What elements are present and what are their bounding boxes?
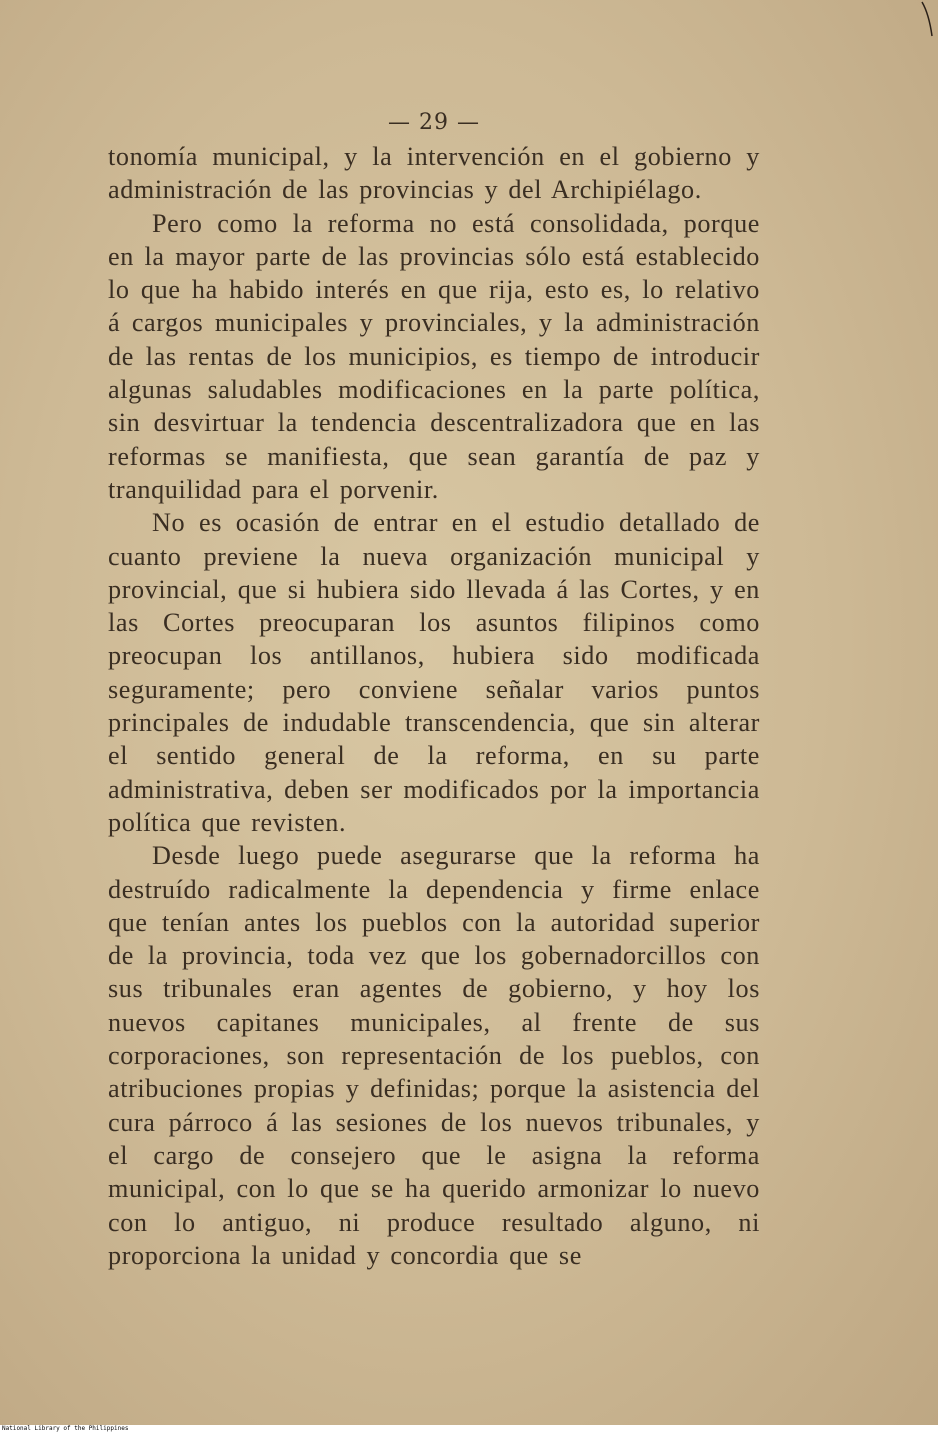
body-text <box>108 140 760 1272</box>
paragraph-2: Pero como la reforma no está consolidada, porque en la mayor parte de las provincias sólo está establecido lo que ha habido interés en que rija, esto es, lo relativo á cargos municipales y provinciales, y la administración de las rentas de los municipios, es tiempo de introducir algunas saludables modificaciones en la parte política, sin desvirtuar la tendencia descentralizadora que en las reformas se manifiesta, que sean garantía de paz y tranquilidad para el porvenir. <box>108 208 760 504</box>
footer-credit: National Library of the Philippines <box>0 1425 938 1433</box>
paragraph-3: No es ocasión de entrar en el estudio detallado de cuanto previene la nueva organización municipal y provincial, que si hubiera sido llevada á las Cortes, y en las Cortes preocuparan los asuntos filipinos como preocupan los antillanos, hubiera sido modificada seguramente; pero conviene señalar varios puntos principales de indudable transcendencia, que sin alterar el sentido general de la reforma, en su parte administrativa, deben ser modificados por la importancia política que revisten. <box>108 508 760 837</box>
paragraph-1: tonomía municipal, y la intervención en el gobierno y administración de las provincias y del Archipiélago. <box>108 142 760 205</box>
page-edge-mark <box>920 0 934 40</box>
page-number: — 29 — <box>388 110 480 135</box>
paragraph-4: Desde luego puede asegurarse que la reforma ha destruído radicalmente la dependencia y firme enlace que tenían antes los pueblos con la autoridad superior de la provincia, toda vez que los gobernadorcillos con sus tribunales eran agentes de gobierno, y hoy los nuevos capitanes municipales, al frente de sus corporaciones, son representación de los pueblos, con atribuciones propias y definidas; porque la asistencia del cura párroco á las sesiones de los nuevos tribunales, y el cargo de consejero que le asigna la reforma municipal, con lo que se ha querido armonizar lo nuevo con lo antiguo, ni produce resultado alguno, ni proporciona la unidad y concordia que se <box>108 841 760 1270</box>
